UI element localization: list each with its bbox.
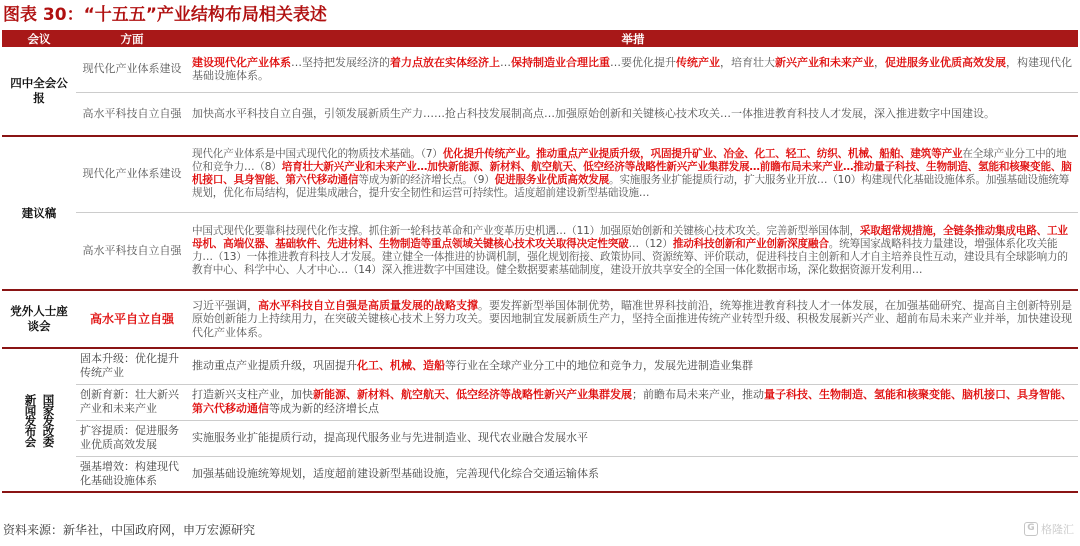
highlighted-text: 培育壮大新兴产业和未来产业…加快新能源、新材料、航空航天、低空经济等战略性新兴产业集群发展…前瞻布局未来产业…推动量子科技、生物制造、氢能和核聚变能、脑机接口、具身智能、第六代移动通信 xyxy=(192,161,1072,187)
detail-cell xyxy=(188,348,1078,384)
meeting-cell xyxy=(2,348,76,492)
table-row xyxy=(2,384,1078,420)
highlighted-text: 新能源、新材料、航空航天、低空经济等战略性新兴产业集群发展 xyxy=(313,388,632,402)
detail-cell xyxy=(188,456,1078,492)
highlighted-text: 化工、机械、造船 xyxy=(357,359,445,373)
detail-cell xyxy=(188,420,1078,456)
highlighted-text: 促进服务业优质高效发展 xyxy=(494,174,610,187)
detail-text: 加强基础设施统筹规划，适度超前建设新型基础设施，完善现代化综合交通运输体系 xyxy=(192,466,599,480)
highlighted-text: 保持制造业合理比重 xyxy=(511,55,610,69)
table-row xyxy=(2,47,1078,92)
highlighted-text: 优化提升传统产业。推动重点产业提质升级，巩固提升矿业、冶金、化工、轻工、纺织、机械、船舶、建筑等产业 xyxy=(442,148,963,161)
table-row xyxy=(2,420,1078,456)
highlighted-text: 量子科技、生物制造、氢能和核聚变能、脑机接口、具身智能、第六代移动通信 xyxy=(192,388,1072,415)
measures-table xyxy=(2,30,1078,493)
highlighted-text: 传统产业 xyxy=(676,55,720,69)
meeting-label-press: 新闻发布会 xyxy=(23,393,38,447)
table-row xyxy=(2,348,1078,384)
table-row xyxy=(2,92,1078,136)
detail-text: 实施服务业扩能提质行动，提高现代服务业与先进制造业、现代农业融合发展水平 xyxy=(192,431,588,445)
aspect-cell: 强基增效：构建现代化基础设施体系 xyxy=(76,456,188,492)
highlighted-text: 采取超常规措施，全链条推动集成电路、工业母机、高端仪器、基础软件、先进材料、生物制造等重点领域关键核心技术攻关取得决定性突破 xyxy=(192,224,1068,250)
detail-text: 等行业在全球产业分工中的地位和竞争力，发展先进制造业集群 xyxy=(445,359,753,373)
detail-text: 在全球产业分工中的地位和竞争力…（8） xyxy=(192,148,1067,174)
highlighted-text: 着力点放在实体经济上 xyxy=(390,55,500,69)
detail-cell xyxy=(188,384,1078,420)
watermark xyxy=(1024,521,1074,537)
detail-cell xyxy=(188,136,1078,212)
highlighted-text: 建设现代化产业体系 xyxy=(192,55,291,69)
table-row xyxy=(2,456,1078,492)
detail-text: …坚持把发展经济的 xyxy=(291,55,390,69)
detail-text: ， xyxy=(874,55,885,69)
figure-title: 图表 30：“十五五”产业结构布局相关表述 xyxy=(3,5,327,25)
aspect-cell: 高水平科技自立自强 xyxy=(76,212,188,290)
aspect-cell: 现代化产业体系建设 xyxy=(76,47,188,92)
table-header-row xyxy=(2,30,1078,47)
highlighted-text: 促进服务业优质高效发展 xyxy=(885,55,1006,69)
highlighted-text: 推动科技创新和产业创新深度融合 xyxy=(672,237,829,250)
table-row xyxy=(2,136,1078,212)
detail-text: 习近平强调， xyxy=(192,298,258,312)
header-meeting: 会议 xyxy=(2,30,76,47)
detail-text: …要优化提升 xyxy=(610,55,676,69)
aspect-cell: 高水平自立自强 xyxy=(76,290,188,348)
detail-text: 中国式现代化要靠科技现代化作支撑。抓住新一轮科技革命和产业变革历史机遇…（11）加强原始创新和关键核心技术攻关。完善新型举国体制， xyxy=(192,224,860,237)
aspect-cell: 高水平科技自立自强 xyxy=(76,92,188,136)
table-row xyxy=(2,290,1078,348)
table-row xyxy=(2,212,1078,290)
aspect-cell: 扩容提质：促进服务业优质高效发展 xyxy=(76,420,188,456)
aspect-cell: 固本升级：优化提升传统产业 xyxy=(76,348,188,384)
highlighted-text: 新兴产业和未来产业 xyxy=(775,55,874,69)
detail-text: ；前瞻布局未来产业，推动 xyxy=(632,388,764,402)
detail-text: …（12） xyxy=(628,237,673,250)
detail-text: 等成为新的经济增长点 xyxy=(269,402,379,415)
detail-text: 推动重点产业提质升级，巩固提升 xyxy=(192,359,357,373)
meeting-cell: 四中全会公报 xyxy=(2,47,76,136)
detail-text: 打造新兴支柱产业，加快 xyxy=(192,388,313,402)
meeting-cell: 党外人士座谈会 xyxy=(2,290,76,348)
detail-text: ，培育壮大 xyxy=(720,55,775,69)
meeting-cell: 建议稿 xyxy=(2,136,76,290)
detail-cell xyxy=(188,290,1078,348)
aspect-cell: 创新育新：壮大新兴产业和未来产业 xyxy=(76,384,188,420)
detail-text: 现代化产业体系是中国式现代化的物质技术基础。（7） xyxy=(192,148,443,161)
detail-text: 。要发挥新型举国体制优势，瞄准世界科技前沿，统筹推进教育科技人才一体发展，在加强基础研究、提高自主创新特别是原始创新能力上持续用力，在突破关键核心技术上努力攻关。要因地制宜发展新质生产力，坚持全面推进传统产业转型升级、积极发展新兴产业、超前布局未来产业并举，加快建设现代化产业体系。 xyxy=(192,298,1072,339)
detail-text: 等成为新的经济增长点。（9） xyxy=(358,174,495,187)
watermark-text: 格隆汇 xyxy=(1041,523,1074,536)
meeting-label-ndrc: 国家发改委 xyxy=(41,393,56,447)
detail-text: 。统筹国家战略科技力量建设，增强体系化攻关能力…（13）一体推进教育科技人才发展。建立健全一体推进的协调机制，强化规划衔接、政策协同、资源统筹、评价联动，促进科技自主创新和人才自主培养良性互动，建设具有全球影响力的教育中心、科学中心、人才中心…（14）深入推进数字中国建设。健全数据要素基础制度，建设开放共享安全的全国一体化数据市场，深化数据资源开发利用… xyxy=(192,237,1068,276)
detail-text: ，构建现代化基础设施体系。 xyxy=(192,55,1072,83)
header-measures: 举措 xyxy=(188,30,1078,47)
detail-cell xyxy=(188,47,1078,92)
detail-text: 加快高水平科技自立自强，引领发展新质生产力……抢占科技发展制高点…加强原始创新和关键核心技术攻关…一体推进教育科技人才发展，深入推进数字中国建设。 xyxy=(192,106,995,120)
detail-cell xyxy=(188,212,1078,290)
source-note: 资料来源：新华社，中国政府网，申万宏源研究 xyxy=(3,523,256,537)
detail-cell xyxy=(188,92,1078,136)
highlighted-text: 高水平科技自立自强是高质量发展的战略支撑 xyxy=(258,298,478,312)
detail-text: … xyxy=(500,55,511,69)
watermark-logo-icon: G xyxy=(1024,522,1038,536)
aspect-cell: 现代化产业体系建设 xyxy=(76,136,188,212)
detail-text: 。实施服务业扩能提质行动，扩大服务业开放…（10）构建现代化基础设施体系。加强基础设施统筹规划，优化布局结构，促进集成融合，提升安全韧性和运营可持续性。适度超前建设新型基础设施… xyxy=(192,174,1070,200)
header-aspect: 方面 xyxy=(76,30,188,47)
